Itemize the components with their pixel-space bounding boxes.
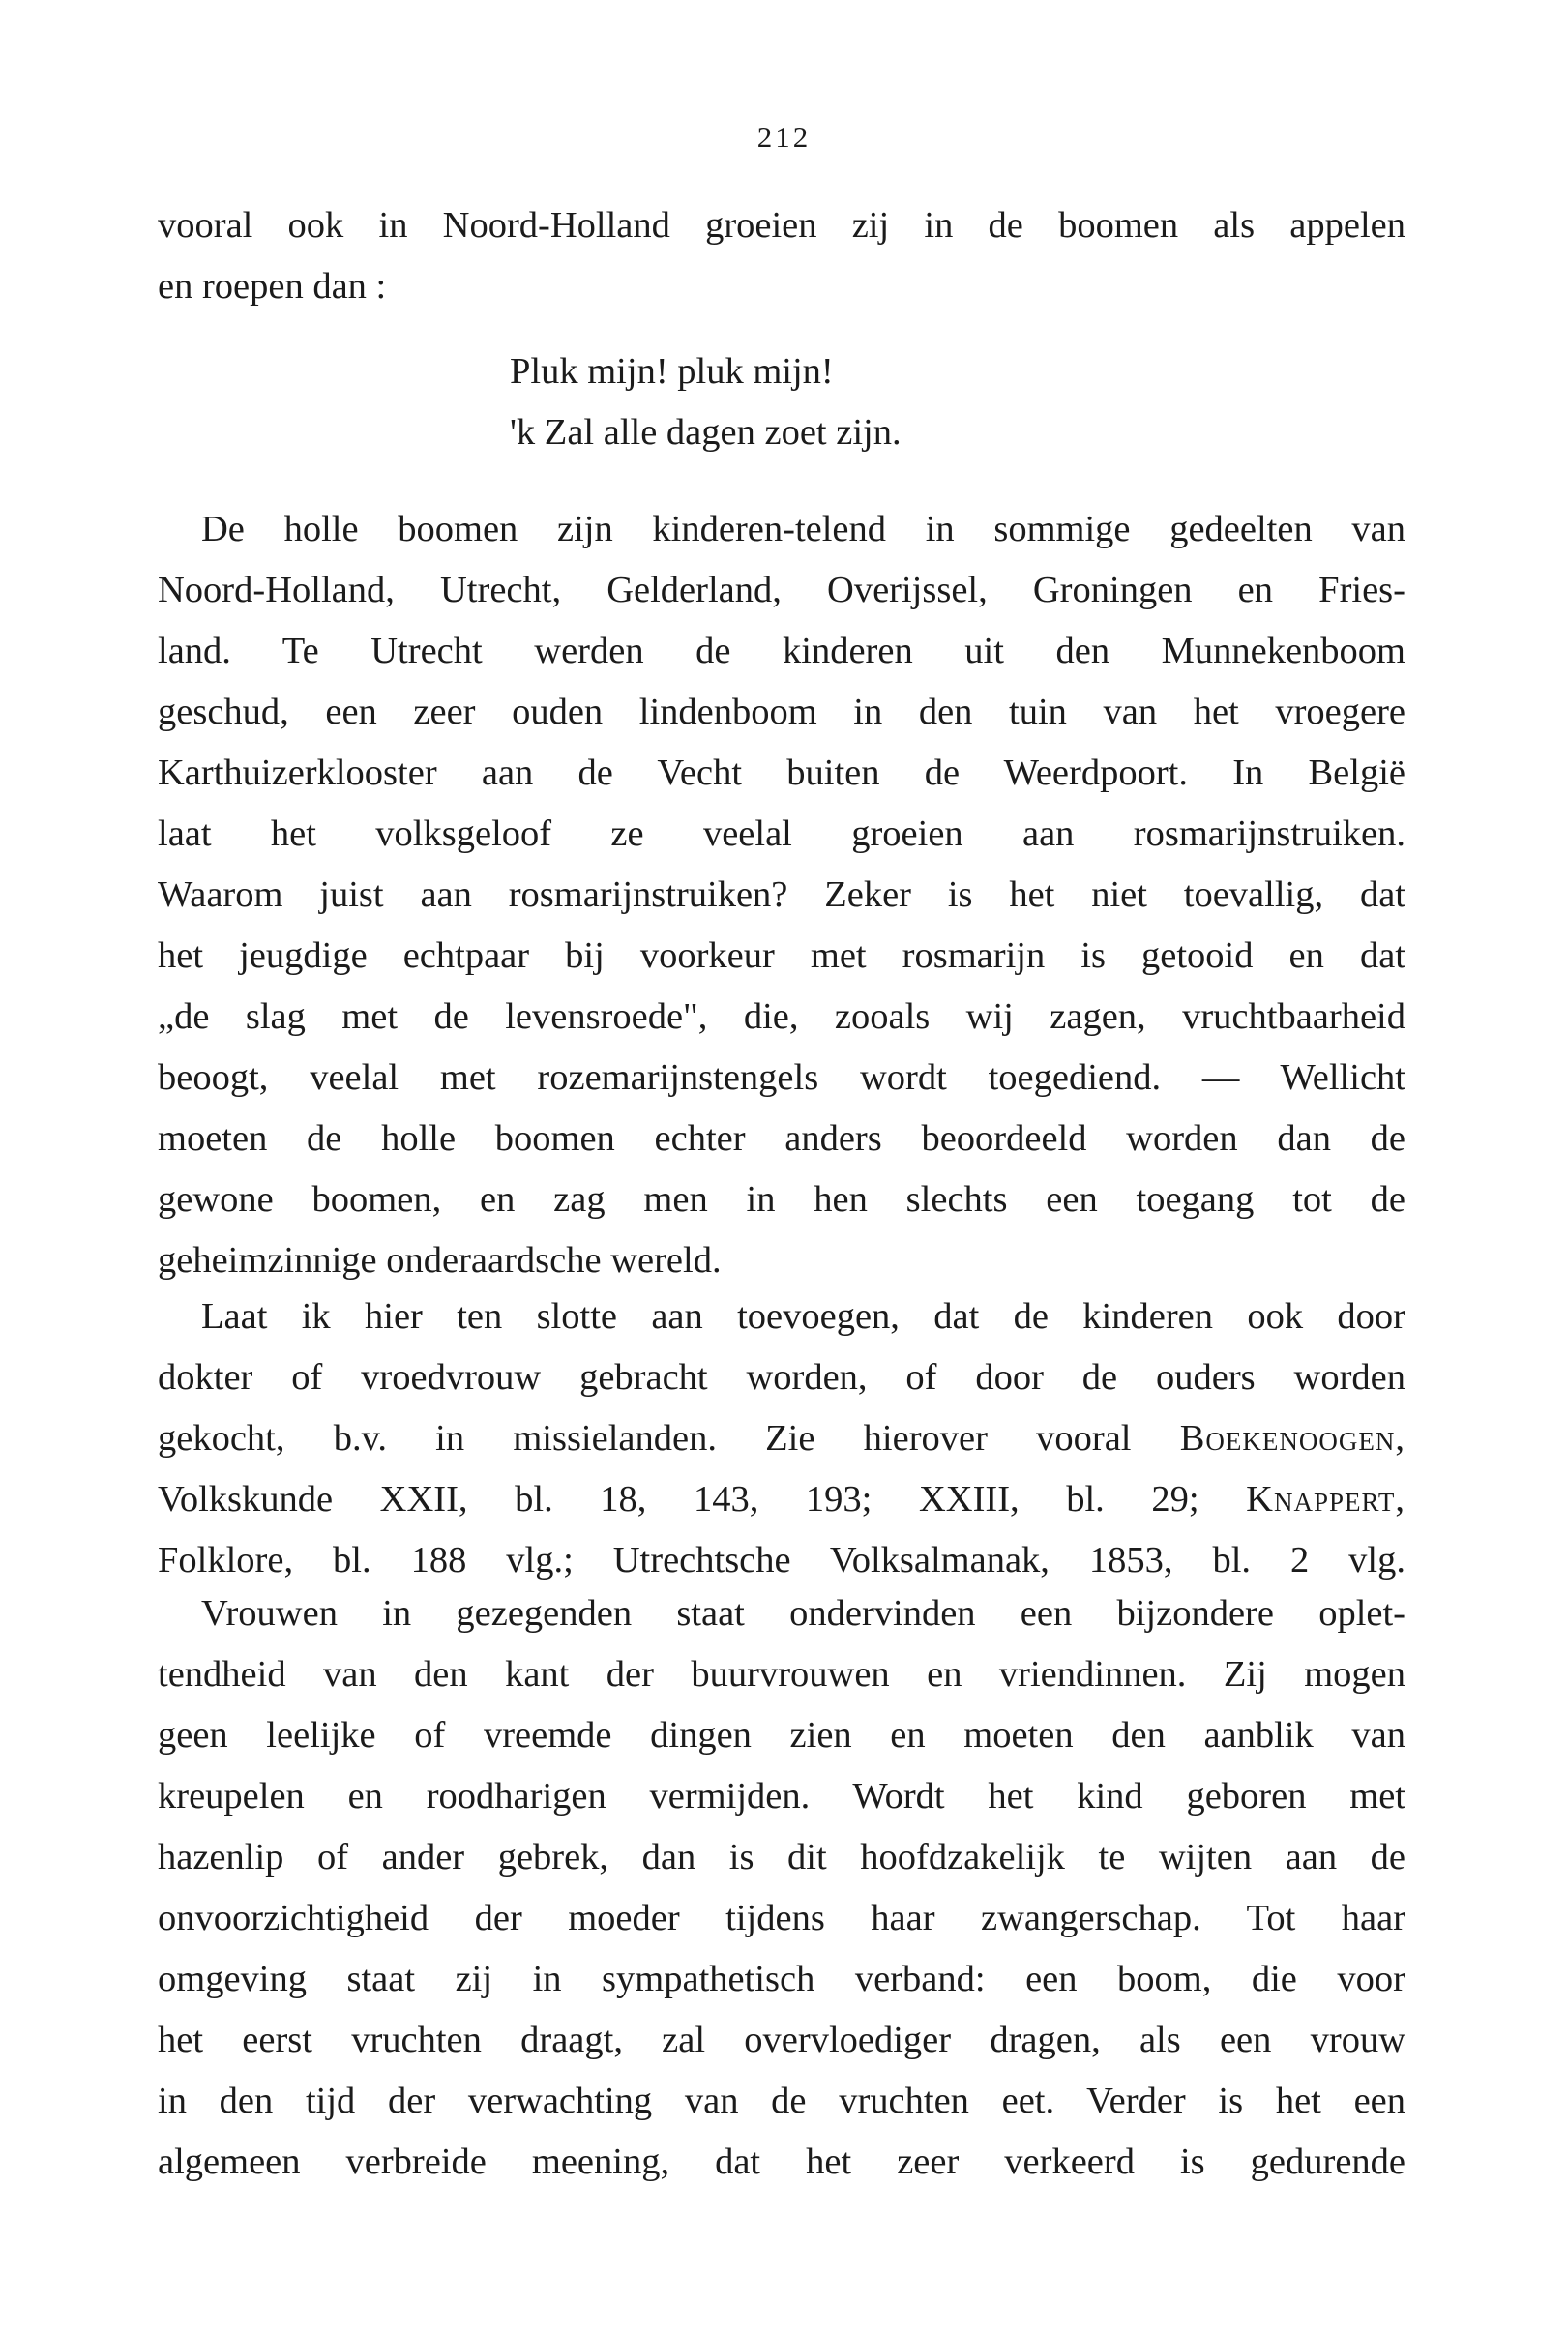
text-line: omgeving staat zij in sympathetisch verband: een boom, die voor [158,1959,1405,1999]
text-fragment: gekocht, b.v. in missielanden. Zie hierover vooral [158,1418,1180,1459]
text-line: beoogt, veelal met rozemarijnstengels wordt toegediend. — Wellicht [158,1057,1405,1098]
text-line: Noord-Holland, Utrecht, Gelderland, Overijssel, Groningen en Fries- [158,570,1405,610]
author-name: Knappert, [1246,1479,1405,1520]
text-line: in den tijd der verwachting van de vruchten eet. Verder is het een [158,2081,1405,2121]
text-line: geen leelijke of vreemde dingen zien en moeten den aanblik van [158,1715,1405,1756]
author-name: Boekenoogen, [1179,1418,1405,1459]
verse [510,341,902,463]
text-line: De holle boomen zijn kinderen-telend in sommige gedeelten van [201,509,1405,549]
text-line: „de slag met de levensroede", die, zooals wij zagen, vruchtbaarheid [158,996,1405,1037]
text-line: en roepen dan : [158,266,387,307]
text-line: tendheid van den kant der buurvrouwen en vriendinnen. Zij mogen [158,1654,1405,1695]
text-line: kreupelen en roodharigen vermijden. Wordt het kind geboren met [158,1776,1405,1817]
text-line: geheimzinnige onderaardsche wereld. [158,1240,722,1281]
text-line: Laat ik hier ten slotte aan toevoegen, dat de kinderen ook door [201,1296,1405,1337]
text-line: gewone boomen, en zag men in hen slechts een toegang tot de [158,1179,1405,1220]
text-line: Vrouwen in gezegenden staat ondervinden een bijzondere oplet- [201,1593,1405,1634]
text-line: onvoorzichtigheid der moeder tijdens haar zwangerschap. Tot haar [158,1898,1405,1938]
text-line: algemeen verbreide meening, dat het zeer verkeerd is gedurende [158,2142,1405,2182]
text-line: moeten de holle boomen echter anders beoordeeld worden dan de [158,1118,1405,1159]
text-line: het eerst vruchten draagt, zal overvloediger dragen, als een vrouw [158,2020,1405,2060]
text-line: Waarom juist aan rosmarijnstruiken? Zeker is het niet toevallig, dat [158,874,1405,915]
page-number: 212 [756,120,812,154]
paragraph-vrouwen [158,1583,1405,2193]
text-line: Karthuizerklooster aan de Vecht buiten de Weerdpoort. In België [158,753,1405,793]
text-line: laat het volksgeloof ze veelal groeien aan rosmarijnstruiken. [158,813,1405,854]
text-line [158,1469,1405,1530]
text-line: het jeugdige echtpaar bij voorkeur met rosmarijn is getooid en dat [158,935,1405,976]
verse-line: 'k Zal alle dagen zoet zijn. [510,412,902,453]
text-line: dokter of vroedvrouw gebracht worden, of door de ouders worden [158,1357,1405,1398]
intro-paragraph [158,195,1405,317]
text-line: Folklore, bl. 188 vlg.; Utrechtsche Volksalmanak, 1853, bl. 2 vlg. [158,1540,1405,1581]
text-line: land. Te Utrecht werden de kinderen uit den Munnekenboom [158,631,1405,671]
verse-line: Pluk mijn! pluk mijn! [510,351,834,392]
text-line: geschud, een zeer ouden lindenboom in den tuin van het vroegere [158,692,1405,732]
text-line: hazenlip of ander gebrek, dan is dit hoofdzakelijk te wijten aan de [158,1837,1405,1877]
paragraph-holle-boomen [158,499,1405,1291]
text-line: vooral ook in Noord-Holland groeien zij in de boomen als appelen [158,205,1405,246]
paragraph-toevoegen [158,1286,1405,1591]
text-fragment: Volkskunde XXII, bl. 18, 143, 193; XXIII, bl. 29; [158,1479,1247,1520]
text-line [158,1408,1405,1469]
